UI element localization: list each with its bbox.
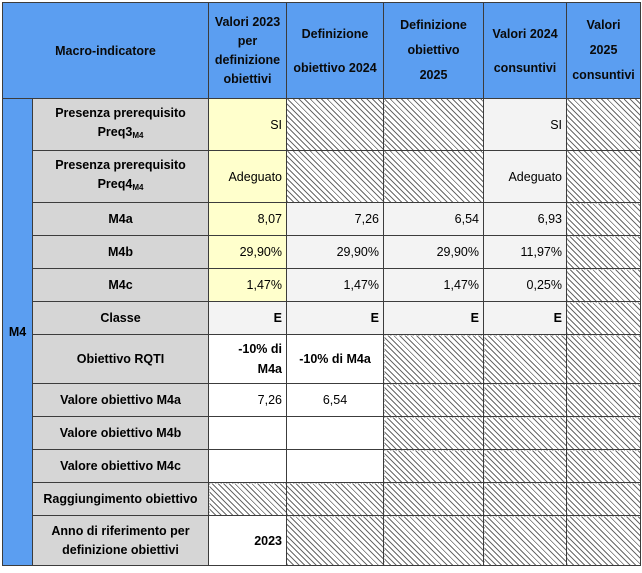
macro-indicator-table	[2, 2, 641, 566]
row-preq4	[3, 151, 641, 203]
cell-vm4b-2023	[209, 417, 287, 450]
label-valore-m4b: Valore obiettivo M4b	[33, 417, 209, 450]
cell-classe-2024c: E	[484, 302, 567, 335]
row-raggiungimento	[3, 483, 641, 516]
header-valori-2024: Valori 2024 consuntivi	[484, 3, 567, 99]
hatched-cell	[287, 99, 384, 151]
header-macro-indicatore: Macro-indicatore	[3, 3, 209, 99]
cell-preq3-2023: SI	[209, 99, 287, 151]
hatched-cell	[567, 203, 641, 236]
header-definizione-2024: Definizione obiettivo 2024	[287, 3, 384, 99]
cell-m4b-2023: 29,90%	[209, 236, 287, 269]
cell-m4c-o2024: 1,47%	[287, 269, 384, 302]
hatched-cell	[287, 516, 384, 566]
group-label-m4: M4	[3, 99, 33, 566]
row-classe	[3, 302, 641, 335]
row-valore-m4a	[3, 384, 641, 417]
label-m4c: M4c	[33, 269, 209, 302]
cell-vm4c-o2024	[287, 450, 384, 483]
hatched-cell	[287, 483, 384, 516]
hatched-cell	[567, 384, 641, 417]
row-m4a	[3, 203, 641, 236]
hatched-cell	[384, 384, 484, 417]
hatched-cell	[567, 450, 641, 483]
header-valori-2023: Valori 2023 per definizione obiettivi	[209, 3, 287, 99]
hatched-cell	[384, 516, 484, 566]
label-m4a: M4a	[33, 203, 209, 236]
cell-preq4-2024c: Adeguato	[484, 151, 567, 203]
cell-m4c-2023: 1,47%	[209, 269, 287, 302]
hatched-cell	[484, 335, 567, 384]
cell-m4c-o2025: 1,47%	[384, 269, 484, 302]
hatched-cell	[384, 99, 484, 151]
row-m4c	[3, 269, 641, 302]
hatched-cell	[567, 151, 641, 203]
hatched-cell	[567, 99, 641, 151]
cell-classe-2023: E	[209, 302, 287, 335]
header-row	[3, 3, 641, 99]
label-classe: Classe	[33, 302, 209, 335]
cell-vm4a-2023: 7,26	[209, 384, 287, 417]
hatched-cell	[567, 335, 641, 384]
hatched-cell	[484, 483, 567, 516]
row-m4b	[3, 236, 641, 269]
hatched-cell	[567, 516, 641, 566]
label-preq3: Presenza prerequisito $Preq3_{M4}$	[33, 99, 209, 151]
hatched-cell	[287, 151, 384, 203]
label-rqti: Obiettivo RQTI	[33, 335, 209, 384]
header-valori-2025: Valori 2025 consuntivi	[567, 3, 641, 99]
cell-m4a-2023: 8,07	[209, 203, 287, 236]
cell-vm4a-o2024: 6,54	[287, 384, 384, 417]
label-valore-m4c: Valore obiettivo M4c	[33, 450, 209, 483]
hatched-cell	[567, 236, 641, 269]
cell-m4b-o2024: 29,90%	[287, 236, 384, 269]
row-valore-m4c	[3, 450, 641, 483]
cell-preq3-2024c: SI	[484, 99, 567, 151]
label-preq4: Presenza prerequisito $Preq4_{M4}$	[33, 151, 209, 203]
cell-m4a-2024c: 6,93	[484, 203, 567, 236]
label-valore-m4a: Valore obiettivo M4a	[33, 384, 209, 417]
cell-rqti-2023: -10% di M4a	[209, 335, 287, 384]
cell-m4b-2024c: 11,97%	[484, 236, 567, 269]
cell-rqti-o2024: -10% di M4a	[287, 335, 384, 384]
hatched-cell	[567, 417, 641, 450]
hatched-cell	[384, 450, 484, 483]
hatched-cell	[484, 417, 567, 450]
hatched-cell	[567, 483, 641, 516]
cell-m4a-o2024: 7,26	[287, 203, 384, 236]
label-anno-riferimento: Anno di riferimento per definizione obiettivi	[33, 516, 209, 566]
label-m4b: M4b	[33, 236, 209, 269]
cell-vm4b-o2024	[287, 417, 384, 450]
cell-m4a-o2025: 6,54	[384, 203, 484, 236]
cell-m4c-2024c: 0,25%	[484, 269, 567, 302]
hatched-cell	[484, 450, 567, 483]
hatched-cell	[384, 151, 484, 203]
hatched-cell	[384, 483, 484, 516]
cell-vm4c-2023	[209, 450, 287, 483]
hatched-cell	[384, 335, 484, 384]
cell-anno-2023: 2023	[209, 516, 287, 566]
cell-m4b-o2025: 29,90%	[384, 236, 484, 269]
cell-preq4-2023: Adeguato	[209, 151, 287, 203]
hatched-cell	[567, 302, 641, 335]
hatched-cell	[384, 417, 484, 450]
hatched-cell	[567, 269, 641, 302]
row-rqti	[3, 335, 641, 384]
row-anno-riferimento	[3, 516, 641, 566]
label-raggiungimento: Raggiungimento obiettivo	[33, 483, 209, 516]
cell-classe-o2025: E	[384, 302, 484, 335]
hatched-cell	[484, 384, 567, 417]
hatched-cell	[209, 483, 287, 516]
row-valore-m4b	[3, 417, 641, 450]
hatched-cell	[484, 516, 567, 566]
cell-classe-o2024: E	[287, 302, 384, 335]
header-definizione-2025: Definizione obiettivo 2025	[384, 3, 484, 99]
row-preq3	[3, 99, 641, 151]
